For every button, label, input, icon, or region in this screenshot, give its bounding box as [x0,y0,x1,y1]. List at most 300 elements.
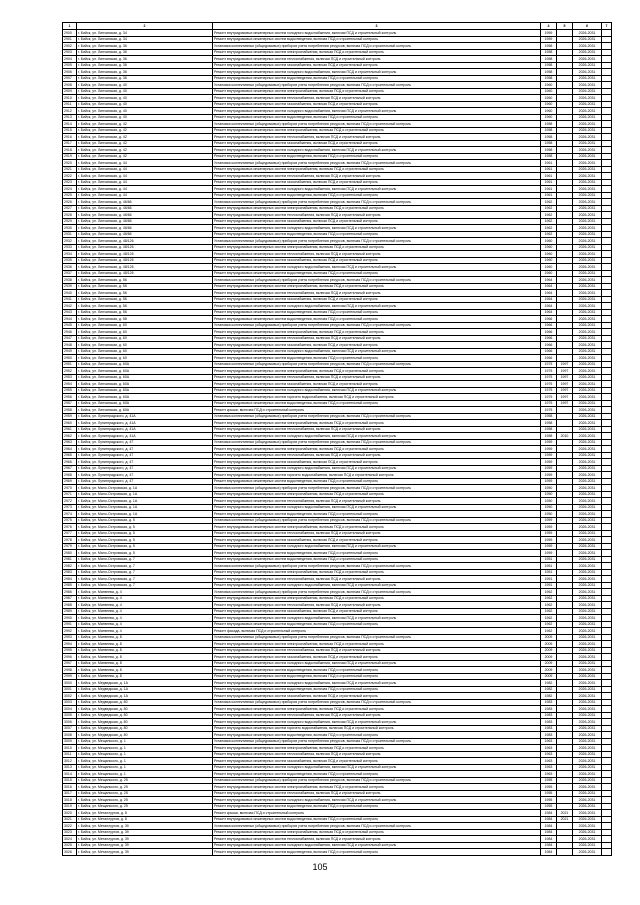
year-built-cell: 2009 [541,667,557,674]
work-type-cell: Установка коллективных (общедомовых) приборов учета потребления ресурсов, включая ПСД и строительный контроль [213,823,541,830]
work-type-cell: Ремонт внутридомовых инженерных систем теплоснабжения, включая ПСД и строительный контроль [213,452,541,459]
year-built-cell: 1966 [541,316,557,323]
last-repair-year-cell: 2021 [557,810,573,817]
year-built-cell: 1966 [541,322,557,329]
last-repair-year-cell: 1997 [557,374,573,381]
row-number-cell: 2928 [63,212,77,219]
planned-period-cell: 2026-2031 [573,407,602,414]
work-type-cell: Ремонт внутридомовых инженерных систем газоснабжения, включая ПСД и строительный контроль [213,693,541,700]
work-type-cell: Ремонт внутридомовых инженерных систем водоотведения, включая ПСД и строительный контроль [213,75,541,82]
row-number-cell: 2977 [63,530,77,537]
year-built-cell: 1966 [541,329,557,336]
address-cell: г. Бийск, ул. Липчанская, д. 36 [77,69,213,76]
address-cell: г. Бийск, ул. Липчанская, д. 48/126 [77,244,213,251]
year-built-cell: 1955 [541,797,557,804]
year-built-cell: 1950 [541,485,557,492]
row-number-cell: 2901 [63,36,77,43]
work-type-cell: Ремонт внутридомовых инженерных систем холодного водоснабжения, включая ПСД и строительный контроль [213,660,541,667]
planned-period-cell: 2026-2031 [573,355,602,362]
planned-period-cell: 2026-2031 [573,576,602,583]
column-header: 7 [602,23,612,30]
year-built-cell: 1963 [541,771,557,778]
planned-period-cell: 2026-2031 [573,569,602,576]
planned-period-cell: 2026-2031 [573,153,602,160]
planned-period-cell: 2026-2031 [573,309,602,316]
work-type-cell: Ремонт внутридомовых инженерных систем электроснабжения, включая ПСД и строительный контроль [213,706,541,713]
year-built-cell: 2009 [541,673,557,680]
row-number-cell: 2923 [63,179,77,186]
address-cell: г. Бийск, ул. Мещанского, д. 1 [77,745,213,752]
planned-period-cell: 2026-2031 [573,699,602,706]
address-cell: г. Бийск, ул. Липчанская, д. 46/66 [77,231,213,238]
row-number-cell: 2920 [63,160,77,167]
planned-period-cell: 2026-2031 [573,511,602,518]
row-number-cell: 2937 [63,270,77,277]
year-built-cell: 1961 [541,179,557,186]
planned-period-cell: 2026-2031 [573,452,602,459]
work-type-cell: Ремонт внутридомовых инженерных систем электроснабжения, включая ПСД и строительный контроль [213,491,541,498]
address-cell: г. Бийск, ул. Лунинградского, д. 41А [77,433,213,440]
planned-period-cell: 2026-2031 [573,712,602,719]
address-cell: г. Бийск, ул. Липчанская, д. 40 [77,108,213,115]
year-built-cell: 1962 [541,199,557,206]
work-type-cell: Ремонт внутридомовых инженерных систем электроснабжения, включая ПСД и строительный контроль [213,524,541,531]
year-built-cell: 1962 [541,608,557,615]
year-built-cell: 1975 [541,407,557,414]
year-built-cell: 1958 [541,134,557,141]
planned-period-cell: 2026-2031 [573,641,602,648]
work-type-cell: Ремонт внутридомовых инженерных систем газоснабжения, включая ПСД и строительный контроль [213,381,541,388]
year-built-cell: 1959 [541,530,557,537]
planned-period-cell: 2026-2031 [573,777,602,784]
last-repair-year-cell: 1997 [557,368,573,375]
address-cell: г. Бийск, ул. Липчанская, д. 36 [77,75,213,82]
year-built-cell: 2009 [541,647,557,654]
work-type-cell: Ремонт внутридомовых инженерных систем водоотведения, включая ПСД и строительный контроль [213,270,541,277]
last-repair-year-cell: 1997 [557,394,573,401]
year-built-cell: 1964 [541,290,557,297]
row-number-cell: 2983 [63,569,77,576]
work-type-cell: Установка коллективных (общедомовых) приборов учета потребления ресурсов, включая ПСД и строительный контроль [213,777,541,784]
row-number-cell: 2932 [63,238,77,245]
work-type-cell: Ремонт внутридомовых инженерных систем газоснабжения, включая ПСД и строительный контроль [213,654,541,661]
planned-period-cell: 2026-2031 [573,790,602,797]
planned-period-cell: 2026-2031 [573,134,602,141]
address-cell: г. Бийск, ул. Липчанская, д. 60 [77,348,213,355]
work-type-cell: Ремонт внутридомовых инженерных систем теплоснабжения, включая ПСД и строительный контроль [213,790,541,797]
address-cell: г. Бийск, ул. Липчанская, д. 40 [77,82,213,89]
year-built-cell: 1983 [541,719,557,726]
planned-period-cell: 2026-2031 [573,30,602,37]
row-number-cell: 3004 [63,706,77,713]
row-number-cell: 2949 [63,348,77,355]
year-built-cell: 1984 [541,842,557,849]
address-cell: г. Бийск, ул. Медведская, д. 1А [77,693,213,700]
work-type-cell: Ремонт внутридомовых инженерных систем холодного водоснабжения, включая ПСД и строительный контроль [213,147,541,154]
planned-period-cell: 2026-2031 [573,173,602,180]
planned-period-cell: 2026-2031 [573,660,602,667]
planned-period-cell: 2026-2031 [573,387,602,394]
column-header: 4 [541,23,557,30]
planned-period-cell: 2026-2031 [573,394,602,401]
address-cell: г. Бийск, ул. Липчанская, д. 40 [77,95,213,102]
year-built-cell: 1962 [541,621,557,628]
row-number-cell: 2989 [63,608,77,615]
planned-period-cell: 2026-2031 [573,797,602,804]
planned-period-cell: 2026-2031 [573,595,602,602]
year-built-cell: 1961 [541,166,557,173]
address-cell: г. Бийск, ул. Лунинградского, д. 47 [77,465,213,472]
work-type-cell: Ремонт внутридомовых инженерных систем холодного водоснабжения, включая ПСД и строительный контроль [213,504,541,511]
planned-period-cell: 2026-2031 [573,784,602,791]
row-number-cell: 2992 [63,628,77,635]
work-type-cell: Ремонт крыши, включая ПСД и строительный контроль [213,810,541,817]
planned-period-cell: 2026-2031 [573,257,602,264]
last-repair-year-cell [557,849,573,856]
address-cell: г. Бийск, ул. Липчанская, д. 48/126 [77,257,213,264]
address-cell: г. Бийск, ул. Лунинградского, д. 47 [77,459,213,466]
work-type-cell: Ремонт внутридомовых инженерных систем газоснабжения, включая ПСД и строительный контроль [213,257,541,264]
row-number-cell: 2963 [63,439,77,446]
planned-period-cell: 2026-2031 [573,348,602,355]
address-cell: г. Бийск, ул. Липчанская, д. 60А [77,394,213,401]
year-built-cell: 1966 [541,348,557,355]
address-cell: г. Бийск, ул. Матвеева, д. 8 [77,660,213,667]
year-built-cell: 1983 [541,706,557,713]
planned-period-cell: 2026-2031 [573,264,602,271]
address-cell: г. Бийск, ул. Липчанская, д. 60А [77,374,213,381]
planned-period-cell: 2026-2031 [573,550,602,557]
year-built-cell: 1975 [541,361,557,368]
address-cell: г. Бийск, ул. Липчанская, д. 60А [77,387,213,394]
planned-period-cell: 2026-2031 [573,303,602,310]
row-number-cell: 2954 [63,381,77,388]
planned-period-cell: 2026-2031 [573,95,602,102]
address-cell: г. Бийск, ул. Матвеева, д. 4 [77,589,213,596]
row-number-cell: 2929 [63,218,77,225]
row-number-cell: 2940 [63,290,77,297]
planned-period-cell: 2026-2031 [573,621,602,628]
work-type-cell: Ремонт внутридомовых инженерных систем газоснабжения, включая ПСД и строительный контроль [213,179,541,186]
year-built-cell: 1955 [541,790,557,797]
planned-period-cell: 2026-2031 [573,498,602,505]
year-built-cell: 1958 [541,75,557,82]
row-number-cell: 2990 [63,615,77,622]
address-cell: г. Бийск, ул. Липчанская, д. 56 [77,303,213,310]
planned-period-cell: 2026-2031 [573,764,602,771]
work-type-cell: Ремонт внутридомовых инженерных систем водоотведения, включая ПСД и строительный контроль [213,556,541,563]
year-built-cell: 2009 [541,641,557,648]
planned-period-cell: 2026-2031 [573,342,602,349]
address-cell: г. Бийск, ул. Мало-Островская, д. 5 [77,524,213,531]
work-type-cell: Ремонт внутридомовых инженерных систем теплоснабжения, включая ПСД и строительный контроль [213,576,541,583]
work-type-cell: Установка коллективных (общедомовых) приборов учета потребления ресурсов, включая ПСД и строительный контроль [213,82,541,89]
year-built-cell: 1960 [541,114,557,121]
planned-period-cell: 2026-2031 [573,199,602,206]
planned-period-cell: 2026-2031 [573,816,602,823]
address-cell: г. Бийск, ул. Липчанская, д. 42 [77,121,213,128]
address-cell: г. Бийск, ул. Металлургов, д. 39 [77,823,213,830]
row-number-cell: 2960 [63,420,77,427]
work-type-cell: Установка коллективных (общедомовых) приборов учета потребления ресурсов, включая ПСД и строительный контроль [213,517,541,524]
header-row [63,23,612,30]
work-type-cell: Ремонт внутридомовых инженерных систем водоотведения, включая ПСД и строительный контроль [213,114,541,121]
planned-period-cell: 2026-2031 [573,829,602,836]
work-type-cell: Ремонт внутридомовых инженерных систем теплоснабжения, включая ПСД и строительный контроль [213,647,541,654]
address-cell: г. Бийск, ул. Липчанская, д. 46/66 [77,225,213,232]
year-built-cell: 1964 [541,309,557,316]
work-type-cell: Ремонт внутридомовых инженерных систем газоснабжения, включая ПСД и строительный контроль [213,218,541,225]
row-number-cell: 2919 [63,153,77,160]
planned-period-cell: 2026-2031 [573,849,602,856]
address-cell: г. Бийск, ул. Матвеева, д. 4 [77,621,213,628]
row-number-cell: 2984 [63,576,77,583]
year-built-cell: 1959 [541,30,557,37]
address-cell: г. Бийск, ул. Медведская, д. 80 [77,712,213,719]
planned-period-cell: 2026-2031 [573,75,602,82]
planned-period-cell: 2026-2031 [573,485,602,492]
row-number-cell: 3006 [63,719,77,726]
planned-period-cell: 2026-2031 [573,121,602,128]
address-cell: г. Бийск, ул. Липчанская, д. 42 [77,153,213,160]
row-number-cell: 3025 [63,842,77,849]
work-type-cell: Установка коллективных (общедомовых) приборов учета потребления ресурсов, включая ПСД и строительный контроль [213,121,541,128]
planned-period-cell: 2026-2031 [573,381,602,388]
address-cell: г. Бийск, ул. Мало-Островская, д. 7 [77,563,213,570]
year-built-cell: 1958 [541,413,557,420]
year-built-cell: 1962 [541,589,557,596]
work-type-cell: Ремонт крыши, включая ПСД и строительный контроль [213,407,541,414]
repair-schedule-table [62,22,612,856]
year-built-cell: 1960 [541,244,557,251]
year-built-cell: 1958 [541,153,557,160]
row-number-cell: 2962 [63,433,77,440]
work-type-cell: Ремонт внутридомовых инженерных систем водоотведения, включая ПСД и строительный контроль [213,732,541,739]
address-cell: г. Бийск, ул. Лунинградского, д. 41А [77,426,213,433]
row-number-cell: 2942 [63,303,77,310]
planned-period-cell: 2026-2031 [573,426,602,433]
work-type-cell: Ремонт внутридомовых инженерных систем теплоснабжения, включая ПСД и строительный контроль [213,602,541,609]
year-built-cell: 1961 [541,186,557,193]
row-number-cell: 2904 [63,56,77,63]
planned-period-cell: 2026-2031 [573,277,602,284]
planned-period-cell: 2026-2031 [573,43,602,50]
work-type-cell: Ремонт внутридомовых инженерных систем водоотведения, включая ПСД и строительный контроль [213,849,541,856]
row-number-cell: 2999 [63,673,77,680]
year-built-cell: 1960 [541,82,557,89]
work-type-cell: Ремонт внутридомовых инженерных систем водоотведения, включая ПСД и строительный контроль [213,231,541,238]
column-header: 5 [557,23,573,30]
row-number-cell: 2948 [63,342,77,349]
work-type-cell: Ремонт внутридомовых инженерных систем горячего водоснабжения, включая ПСД и строительный контроль [213,394,541,401]
year-built-cell: 1955 [541,803,557,810]
planned-period-cell: 2026-2031 [573,231,602,238]
row-number-cell: 2975 [63,517,77,524]
row-number-cell: 2905 [63,62,77,69]
year-built-cell: 1959 [541,524,557,531]
planned-period-cell: 2026-2031 [573,316,602,323]
year-built-cell: 1959 [541,472,557,479]
year-built-cell: 1966 [541,342,557,349]
planned-period-cell: 2026-2031 [573,56,602,63]
planned-period-cell: 2026-2031 [573,823,602,830]
row-number-cell: 2981 [63,556,77,563]
work-type-cell: Ремонт внутридомовых инженерных систем водоотведения, включая ПСД и строительный контроль [213,355,541,362]
address-cell: г. Бийск, ул. Липчанская, д. 60А [77,361,213,368]
planned-period-cell: 2026-2031 [573,667,602,674]
work-type-cell: Ремонт внутридомовых инженерных систем теплоснабжения, включая ПСД и строительный контроль [213,335,541,342]
year-built-cell: 1950 [541,498,557,505]
work-type-cell: Установка коллективных (общедомовых) приборов учета потребления ресурсов, включая ПСД и строительный контроль [213,322,541,329]
year-built-cell: 1984 [541,849,557,856]
row-number-cell: 2965 [63,452,77,459]
work-type-cell: Ремонт внутридомовых инженерных систем теплоснабжения, включая ПСД и строительный контроль [213,251,541,258]
work-type-cell: Установка коллективных (общедомовых) приборов учета потребления ресурсов, включая ПСД и строительный контроль [213,199,541,206]
planned-period-cell: 2026-2031 [573,803,602,810]
row-number-cell: 2907 [63,75,77,82]
address-cell: г. Бийск, ул. Липчанская, д. 44 [77,166,213,173]
work-type-cell: Установка коллективных (общедомовых) приборов учета потребления ресурсов, включая ПСД и строительный контроль [213,277,541,284]
row-number-cell: 2997 [63,660,77,667]
work-type-cell: Ремонт внутридомовых инженерных систем электроснабжения, включая ПСД и строительный контроль [213,368,541,375]
address-cell: г. Бийск, ул. Мещанского, д. 1 [77,758,213,765]
address-cell: г. Бийск, ул. Лунинградского, д. 41А [77,420,213,427]
planned-period-cell: 2026-2031 [573,69,602,76]
last-repair-year-cell: 1997 [557,381,573,388]
row-number-cell: 2918 [63,147,77,154]
planned-period-cell: 2026-2031 [573,680,602,687]
planned-period-cell: 2026-2031 [573,420,602,427]
year-built-cell: 1966 [541,335,557,342]
planned-period-cell: 2026-2031 [573,212,602,219]
work-type-cell: Установка коллективных (общедомовых) приборов учета потребления ресурсов, включая ПСД и строительный контроль [213,738,541,745]
row-number-cell: 3015 [63,777,77,784]
work-type-cell: Ремонт внутридомовых инженерных систем водоотведения, включая ПСД и строительный контроль [213,153,541,160]
address-cell: г. Бийск, ул. Мало-Островская, д. 1А [77,504,213,511]
work-type-cell: Установка коллективных (общедомовых) приборов учета потребления ресурсов, включая ПСД и строительный контроль [213,563,541,570]
work-type-cell: Ремонт внутридомовых инженерных систем теплоснабжения, включая ПСД и строительный контроль [213,426,541,433]
planned-period-cell: 2026-2031 [573,465,602,472]
year-built-cell: 1959 [541,446,557,453]
address-cell: г. Бийск, ул. Лунинградского, д. 47 [77,478,213,485]
planned-period-cell: 2026-2031 [573,160,602,167]
work-type-cell: Ремонт внутридомовых инженерных систем теплоснабжения, включая ПСД и строительный контроль [213,836,541,843]
work-type-cell: Ремонт внутридомовых инженерных систем электроснабжения, включая ПСД и строительный контроль [213,49,541,56]
address-cell: г. Бийск, ул. Липчанская, д. 60 [77,322,213,329]
address-cell: г. Бийск, ул. Липчанская, д. 46/66 [77,205,213,212]
work-type-cell: Ремонт внутридомовых инженерных систем газоснабжения, включая ПСД и строительный контроль [213,758,541,765]
address-cell: г. Бийск, ул. Лунинградского, д. 47 [77,452,213,459]
planned-period-cell: 2026-2031 [573,472,602,479]
year-built-cell: 1958 [541,49,557,56]
row-number-cell: 3013 [63,764,77,771]
row-number-cell: 3014 [63,771,77,778]
row-number-cell: 2912 [63,108,77,115]
address-cell: г. Бийск, ул. Мало-Островская, д. 5 [77,543,213,550]
row-number-cell: 2957 [63,400,77,407]
work-type-cell: Ремонт внутридомовых инженерных систем электроснабжения, включая ПСД и строительный контроль [213,745,541,752]
year-built-cell: 1950 [541,511,557,518]
year-built-cell: 1950 [541,504,557,511]
row-number-cell: 2994 [63,641,77,648]
year-built-cell: 1958 [541,147,557,154]
year-built-cell: 1962 [541,602,557,609]
planned-period-cell: 2026-2031 [573,238,602,245]
year-built-cell: 1962 [541,231,557,238]
row-number-cell: 2953 [63,374,77,381]
row-number-cell: 3016 [63,784,77,791]
work-type-cell: Установка коллективных (общедомовых) приборов учета потребления ресурсов, включая ПСД и строительный контроль [213,238,541,245]
planned-period-cell: 2026-2031 [573,504,602,511]
work-type-cell: Ремонт внутридомовых инженерных систем водоотведения, включая ПСД и строительный контроль [213,400,541,407]
work-type-cell: Ремонт внутридомовых инженерных систем холодного водоснабжения, включая ПСД и строительный контроль [213,543,541,550]
planned-period-cell: 2026-2031 [573,589,602,596]
address-cell: г. Бийск, ул. Липчанская, д. 34 [77,36,213,43]
work-type-cell: Ремонт внутридомовых инженерных систем газоснабжения, включая ПСД и строительный контроль [213,537,541,544]
planned-period-cell: 2026-2031 [573,335,602,342]
planned-period-cell: 2026-2031 [573,147,602,154]
last-repair-year-cell: 1997 [557,400,573,407]
address-cell: г. Бийск, ул. Мало-Островская, д. 7 [77,569,213,576]
work-type-cell: Ремонт внутридомовых инженерных систем холодного водоснабжения, включая ПСД и строительный контроль [213,264,541,271]
year-built-cell: 1963 [541,745,557,752]
year-built-cell: 1962 [541,218,557,225]
planned-period-cell: 2026-2031 [573,361,602,368]
row-number-cell: 2950 [63,355,77,362]
work-type-cell: Ремонт внутридомовых инженерных систем горячего водоснабжения, включая ПСД и строительный контроль [213,725,541,732]
planned-period-cell: 2026-2031 [573,88,602,95]
work-type-cell: Ремонт внутридомовых инженерных систем электроснабжения, включая ПСД и строительный контроль [213,446,541,453]
address-cell: г. Бийск, ул. Медведская, д. 80 [77,706,213,713]
work-type-cell: Ремонт внутридомовых инженерных систем электроснабжения, включая ПСД и строительный контроль [213,641,541,648]
row-number-cell: 2934 [63,251,77,258]
year-built-cell: 1958 [541,433,557,440]
address-cell: г. Бийск, ул. Липчанская, д. 60 [77,329,213,336]
year-built-cell: 1966 [541,355,557,362]
planned-period-cell: 2026-2031 [573,62,602,69]
year-built-cell: 1959 [541,517,557,524]
row-number-cell: 2972 [63,498,77,505]
year-built-cell: 1975 [541,400,557,407]
column-header: 6 [573,23,602,30]
work-type-cell: Ремонт внутридомовых инженерных систем теплоснабжения, включая ПСД и строительный контроль [213,712,541,719]
work-type-cell: Ремонт внутридомовых инженерных систем водоотведения, включая ПСД и строительный контроль [213,478,541,485]
year-built-cell: 1963 [541,738,557,745]
planned-period-cell: 2026-2031 [573,517,602,524]
address-cell: г. Бийск, ул. Мало-Островская, д. 1А [77,498,213,505]
row-number-cell: 2988 [63,602,77,609]
year-built-cell: 1958 [541,62,557,69]
row-number-cell: 2961 [63,426,77,433]
address-cell: г. Бийск, ул. Липчанская, д. 60 [77,335,213,342]
year-built-cell: 1982 [541,680,557,687]
planned-period-cell: 2026-2031 [573,693,602,700]
planned-period-cell: 2026-2031 [573,459,602,466]
row-number-cell: 2979 [63,543,77,550]
address-cell: г. Бийск, ул. Матвеева, д. 4 [77,602,213,609]
address-cell: г. Бийск, ул. Липчанская, д. 46/66 [77,218,213,225]
row-number-cell: 2913 [63,114,77,121]
planned-period-cell: 2026-2031 [573,524,602,531]
address-cell: г. Бийск, ул. Липчанская, д. 36 [77,62,213,69]
address-cell: г. Бийск, ул. Липчанская, д. 44 [77,179,213,186]
address-cell: г. Бийск, ул. Мало-Островская, д. 7 [77,556,213,563]
year-built-cell: 1960 [541,101,557,108]
year-built-cell: 1958 [541,69,557,76]
year-built-cell: 1964 [541,277,557,284]
row-number-cell: 3003 [63,699,77,706]
year-built-cell: 1959 [541,465,557,472]
